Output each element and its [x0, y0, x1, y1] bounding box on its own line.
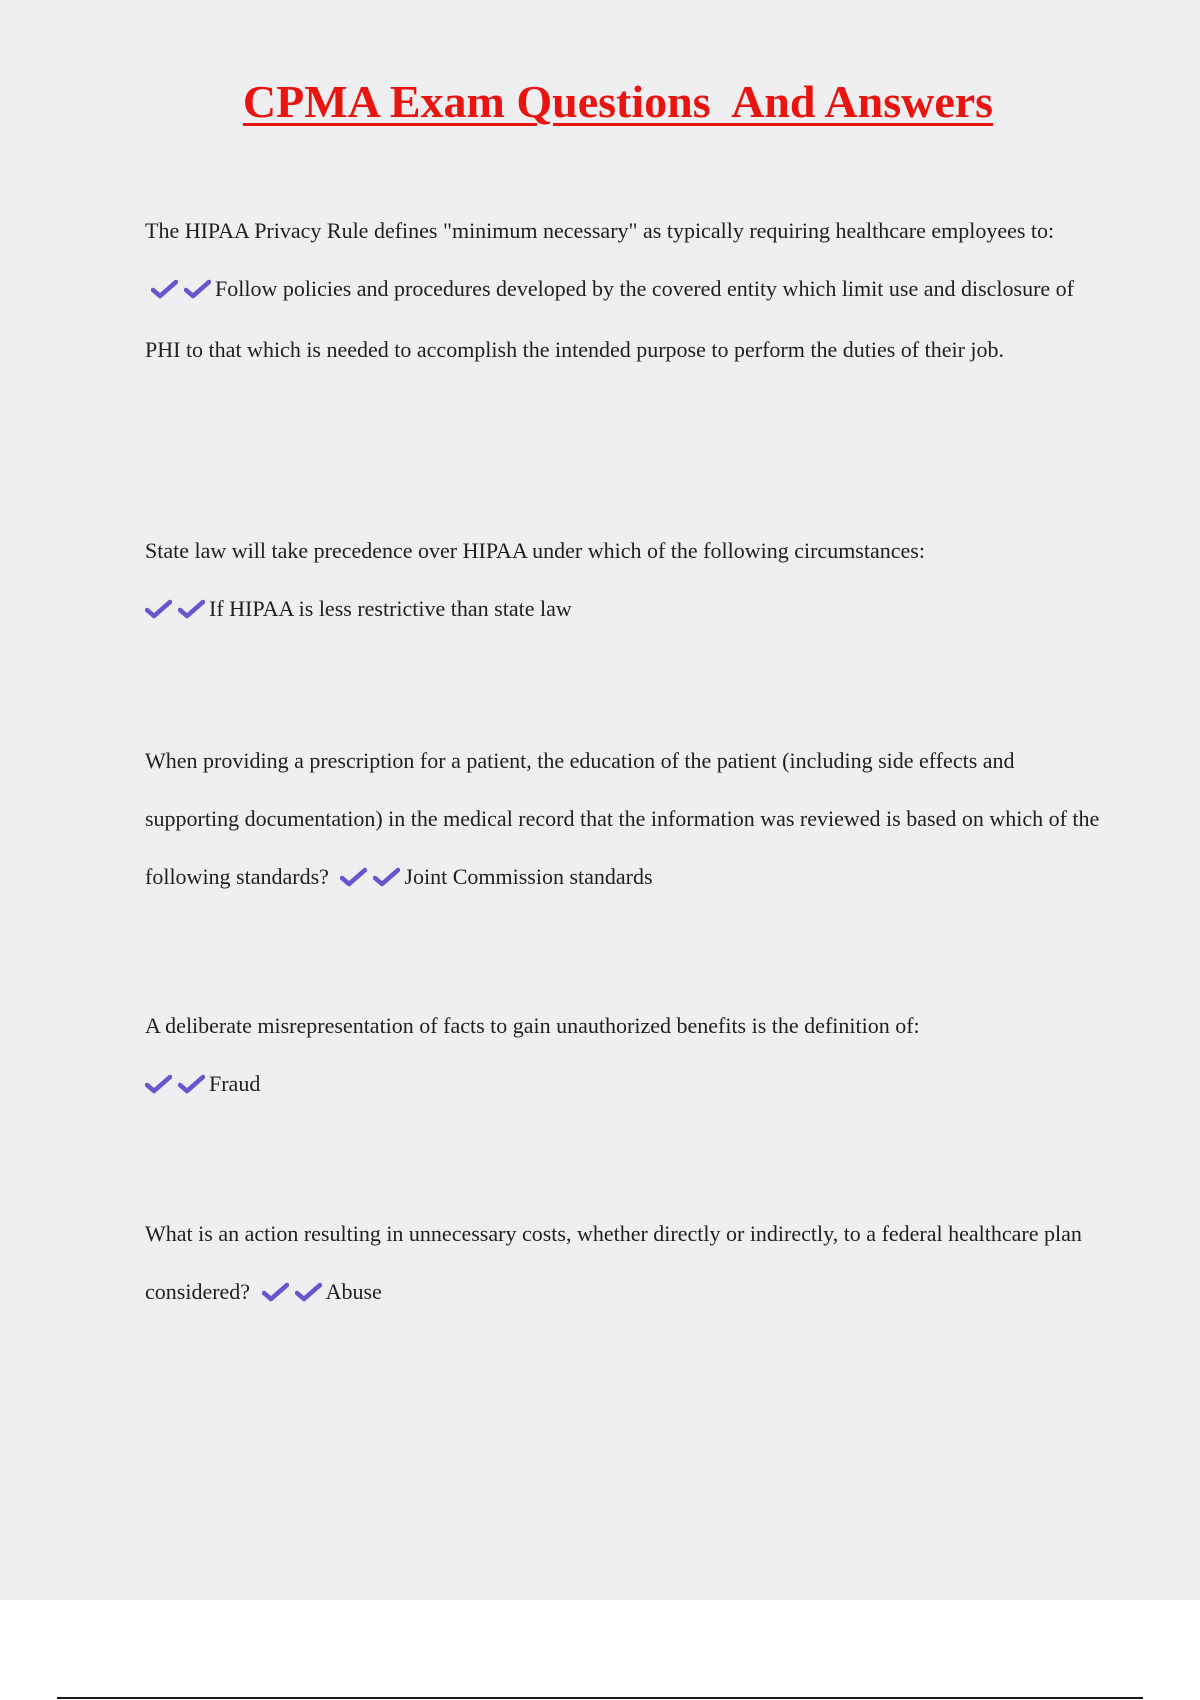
answer-marker	[145, 583, 205, 641]
check-icon	[184, 279, 211, 299]
question-text: A deliberate misrepresentation of facts to gain unauthorized benefits is the definition of:	[145, 1013, 920, 1038]
check-icon	[145, 599, 172, 619]
answer-marker	[145, 1058, 205, 1116]
check-icon	[178, 599, 205, 619]
qa-item	[145, 732, 1100, 909]
question-text: State law will take precedence over HIPAA under which of the following circumstances:	[145, 538, 925, 563]
document-title: CPMA Exam Questions And Answers	[242, 76, 994, 127]
answer-marker	[340, 851, 400, 909]
answer-marker	[151, 263, 211, 321]
answer-text: Fraud	[209, 1071, 261, 1096]
qa-item	[145, 522, 1100, 641]
answer-text: Joint Commission standards	[404, 864, 653, 889]
answer-text: If HIPAA is less restrictive than state law	[209, 596, 572, 621]
qa-item	[145, 1205, 1100, 1324]
check-icon	[145, 1074, 172, 1094]
answer-marker	[262, 1266, 322, 1324]
check-icon	[373, 867, 400, 887]
qa-item	[145, 997, 1100, 1116]
check-icon	[178, 1074, 205, 1094]
check-icon	[151, 279, 178, 299]
check-icon	[340, 867, 367, 887]
question-text: What is an action resulting in unnecessary costs, whether directly or indirectly, to a federal healthcare plan considered?	[145, 1221, 1082, 1304]
answer-text: Follow policies and procedures developed by the covered entity which limit use and disclosure of PHI to that which is needed to accomplish the intended purpose to perform the duties of their job.	[145, 276, 1074, 362]
check-icon	[262, 1282, 289, 1302]
check-icon	[295, 1282, 322, 1302]
question-text: When providing a prescription for a patient, the education of the patient (including side effects and supporting documentation) in the medical record that the information was reviewed is based on which of the following standards?	[145, 748, 1100, 889]
answer-text: Abuse	[325, 1279, 382, 1304]
qa-item	[145, 202, 1100, 379]
footer-divider	[57, 1697, 1143, 1699]
question-text: The HIPAA Privacy Rule defines "minimum necessary" as typically requiring healthcare employees to:	[145, 218, 1055, 243]
